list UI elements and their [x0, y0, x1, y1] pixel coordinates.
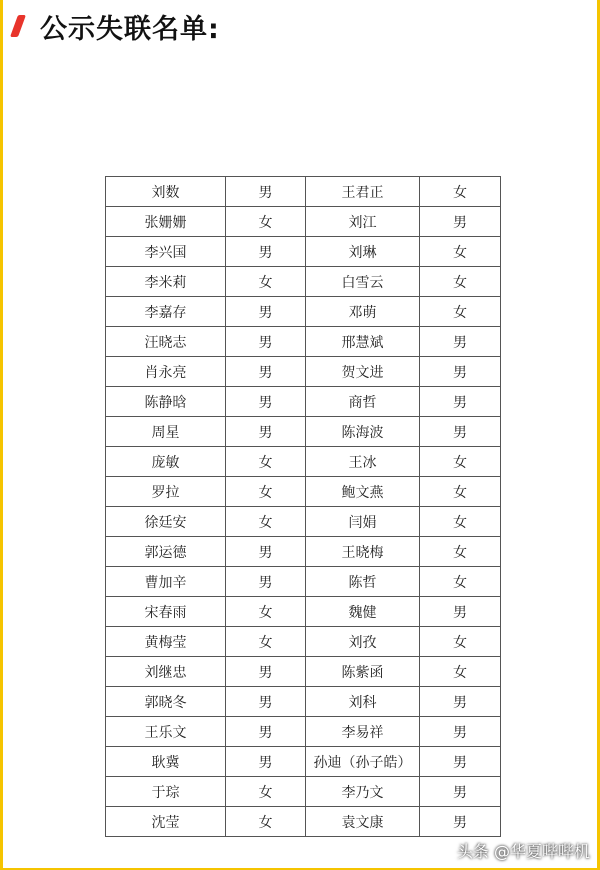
- table-row: [106, 267, 501, 297]
- person-name-cell: 刘孜: [306, 627, 420, 657]
- gender-cell: 男: [420, 597, 501, 627]
- person-name-cell: 李易祥: [306, 717, 420, 747]
- gender-cell: 男: [226, 357, 306, 387]
- person-name-cell: 刘琳: [306, 237, 420, 267]
- gender-cell: 女: [420, 447, 501, 477]
- person-name-cell: 陈紫函: [306, 657, 420, 687]
- gender-cell: 男: [226, 387, 306, 417]
- gender-cell: 男: [420, 717, 501, 747]
- gender-cell: 女: [420, 627, 501, 657]
- gender-cell: 女: [420, 267, 501, 297]
- person-name-cell: 白雪云: [306, 267, 420, 297]
- person-name-cell: 闫娟: [306, 507, 420, 537]
- title-row: [14, 6, 220, 46]
- person-name-cell: 汪晓志: [106, 327, 226, 357]
- gender-cell: 男: [226, 687, 306, 717]
- gender-cell: 男: [420, 357, 501, 387]
- person-name-cell: 王冰: [306, 447, 420, 477]
- table-row: [106, 297, 501, 327]
- gender-cell: 女: [420, 177, 501, 207]
- table-row: [106, 627, 501, 657]
- person-name-cell: 商哲: [306, 387, 420, 417]
- person-name-cell: 王君正: [306, 177, 420, 207]
- gender-cell: 女: [420, 657, 501, 687]
- person-name-cell: 郭运德: [106, 537, 226, 567]
- table-row: [106, 717, 501, 747]
- gender-cell: 男: [226, 537, 306, 567]
- missing-persons-table: [105, 176, 501, 837]
- table-row: [106, 417, 501, 447]
- person-name-cell: 王乐文: [106, 717, 226, 747]
- person-name-cell: 黄梅莹: [106, 627, 226, 657]
- table-row: [106, 807, 501, 837]
- table-body: [106, 177, 501, 837]
- page-title: 公示失联名单:: [40, 13, 220, 45]
- gender-cell: 女: [226, 777, 306, 807]
- table-row: [106, 477, 501, 507]
- person-name-cell: 刘科: [306, 687, 420, 717]
- person-name-cell: 刘数: [106, 177, 226, 207]
- person-name-cell: 曹加辛: [106, 567, 226, 597]
- person-name-cell: 李兴国: [106, 237, 226, 267]
- table-row: [106, 387, 501, 417]
- gender-cell: 男: [226, 177, 306, 207]
- person-name-cell: 刘继忠: [106, 657, 226, 687]
- table-row: [106, 687, 501, 717]
- gender-cell: 女: [226, 477, 306, 507]
- gender-cell: 男: [420, 747, 501, 777]
- gender-cell: 女: [226, 627, 306, 657]
- gender-cell: 女: [226, 447, 306, 477]
- person-name-cell: 徐廷安: [106, 507, 226, 537]
- person-name-cell: 李嘉存: [106, 297, 226, 327]
- gender-cell: 男: [420, 387, 501, 417]
- table-row: [106, 537, 501, 567]
- person-name-cell: 李米莉: [106, 267, 226, 297]
- gender-cell: 女: [226, 597, 306, 627]
- person-name-cell: 肖永亮: [106, 357, 226, 387]
- gender-cell: 男: [420, 417, 501, 447]
- person-name-cell: 陈哲: [306, 567, 420, 597]
- gender-cell: 女: [226, 807, 306, 837]
- table-row: [106, 597, 501, 627]
- table-row: [106, 177, 501, 207]
- gender-cell: 男: [420, 807, 501, 837]
- gender-cell: 男: [226, 237, 306, 267]
- person-name-cell: 贺文进: [306, 357, 420, 387]
- gender-cell: 女: [420, 297, 501, 327]
- gender-cell: 女: [226, 267, 306, 297]
- person-name-cell: 魏健: [306, 597, 420, 627]
- gender-cell: 女: [420, 567, 501, 597]
- person-name-cell: 孙迪（孙子皓）: [306, 747, 420, 777]
- person-name-cell: 陈海波: [306, 417, 420, 447]
- person-name-cell: 刘江: [306, 207, 420, 237]
- person-name-cell: 宋春雨: [106, 597, 226, 627]
- gender-cell: 男: [226, 297, 306, 327]
- gender-cell: 女: [420, 507, 501, 537]
- table-row: [106, 747, 501, 777]
- person-name-cell: 于琮: [106, 777, 226, 807]
- person-name-cell: 罗拉: [106, 477, 226, 507]
- table-row: [106, 357, 501, 387]
- gender-cell: 男: [226, 567, 306, 597]
- person-name-cell: 张姗姗: [106, 207, 226, 237]
- gender-cell: 男: [420, 327, 501, 357]
- table-row: [106, 327, 501, 357]
- gender-cell: 男: [226, 717, 306, 747]
- person-name-cell: 邓萌: [306, 297, 420, 327]
- table-row: [106, 777, 501, 807]
- gender-cell: 男: [226, 657, 306, 687]
- person-name-cell: 庞敏: [106, 447, 226, 477]
- table-row: [106, 237, 501, 267]
- gender-cell: 男: [226, 417, 306, 447]
- gender-cell: 男: [420, 207, 501, 237]
- gender-cell: 男: [420, 777, 501, 807]
- person-name-cell: 郭晓冬: [106, 687, 226, 717]
- gender-cell: 男: [420, 687, 501, 717]
- table-row: [106, 507, 501, 537]
- table-row: [106, 207, 501, 237]
- gender-cell: 男: [226, 747, 306, 777]
- gender-cell: 男: [226, 327, 306, 357]
- table-row: [106, 447, 501, 477]
- gender-cell: 女: [420, 237, 501, 267]
- watermark: 头条 @华夏哔哔机: [456, 842, 590, 861]
- person-name-cell: 沈莹: [106, 807, 226, 837]
- person-name-cell: 鲍文燕: [306, 477, 420, 507]
- table-row: [106, 657, 501, 687]
- person-name-cell: 袁文康: [306, 807, 420, 837]
- gender-cell: 女: [226, 207, 306, 237]
- person-name-cell: 周星: [106, 417, 226, 447]
- gender-cell: 女: [226, 507, 306, 537]
- person-name-cell: 耿冀: [106, 747, 226, 777]
- table-row: [106, 567, 501, 597]
- person-name-cell: 邢慧斌: [306, 327, 420, 357]
- gender-cell: 女: [420, 477, 501, 507]
- person-name-cell: 王晓梅: [306, 537, 420, 567]
- person-name-cell: 陈静晗: [106, 387, 226, 417]
- gender-cell: 女: [420, 537, 501, 567]
- person-name-cell: 李乃文: [306, 777, 420, 807]
